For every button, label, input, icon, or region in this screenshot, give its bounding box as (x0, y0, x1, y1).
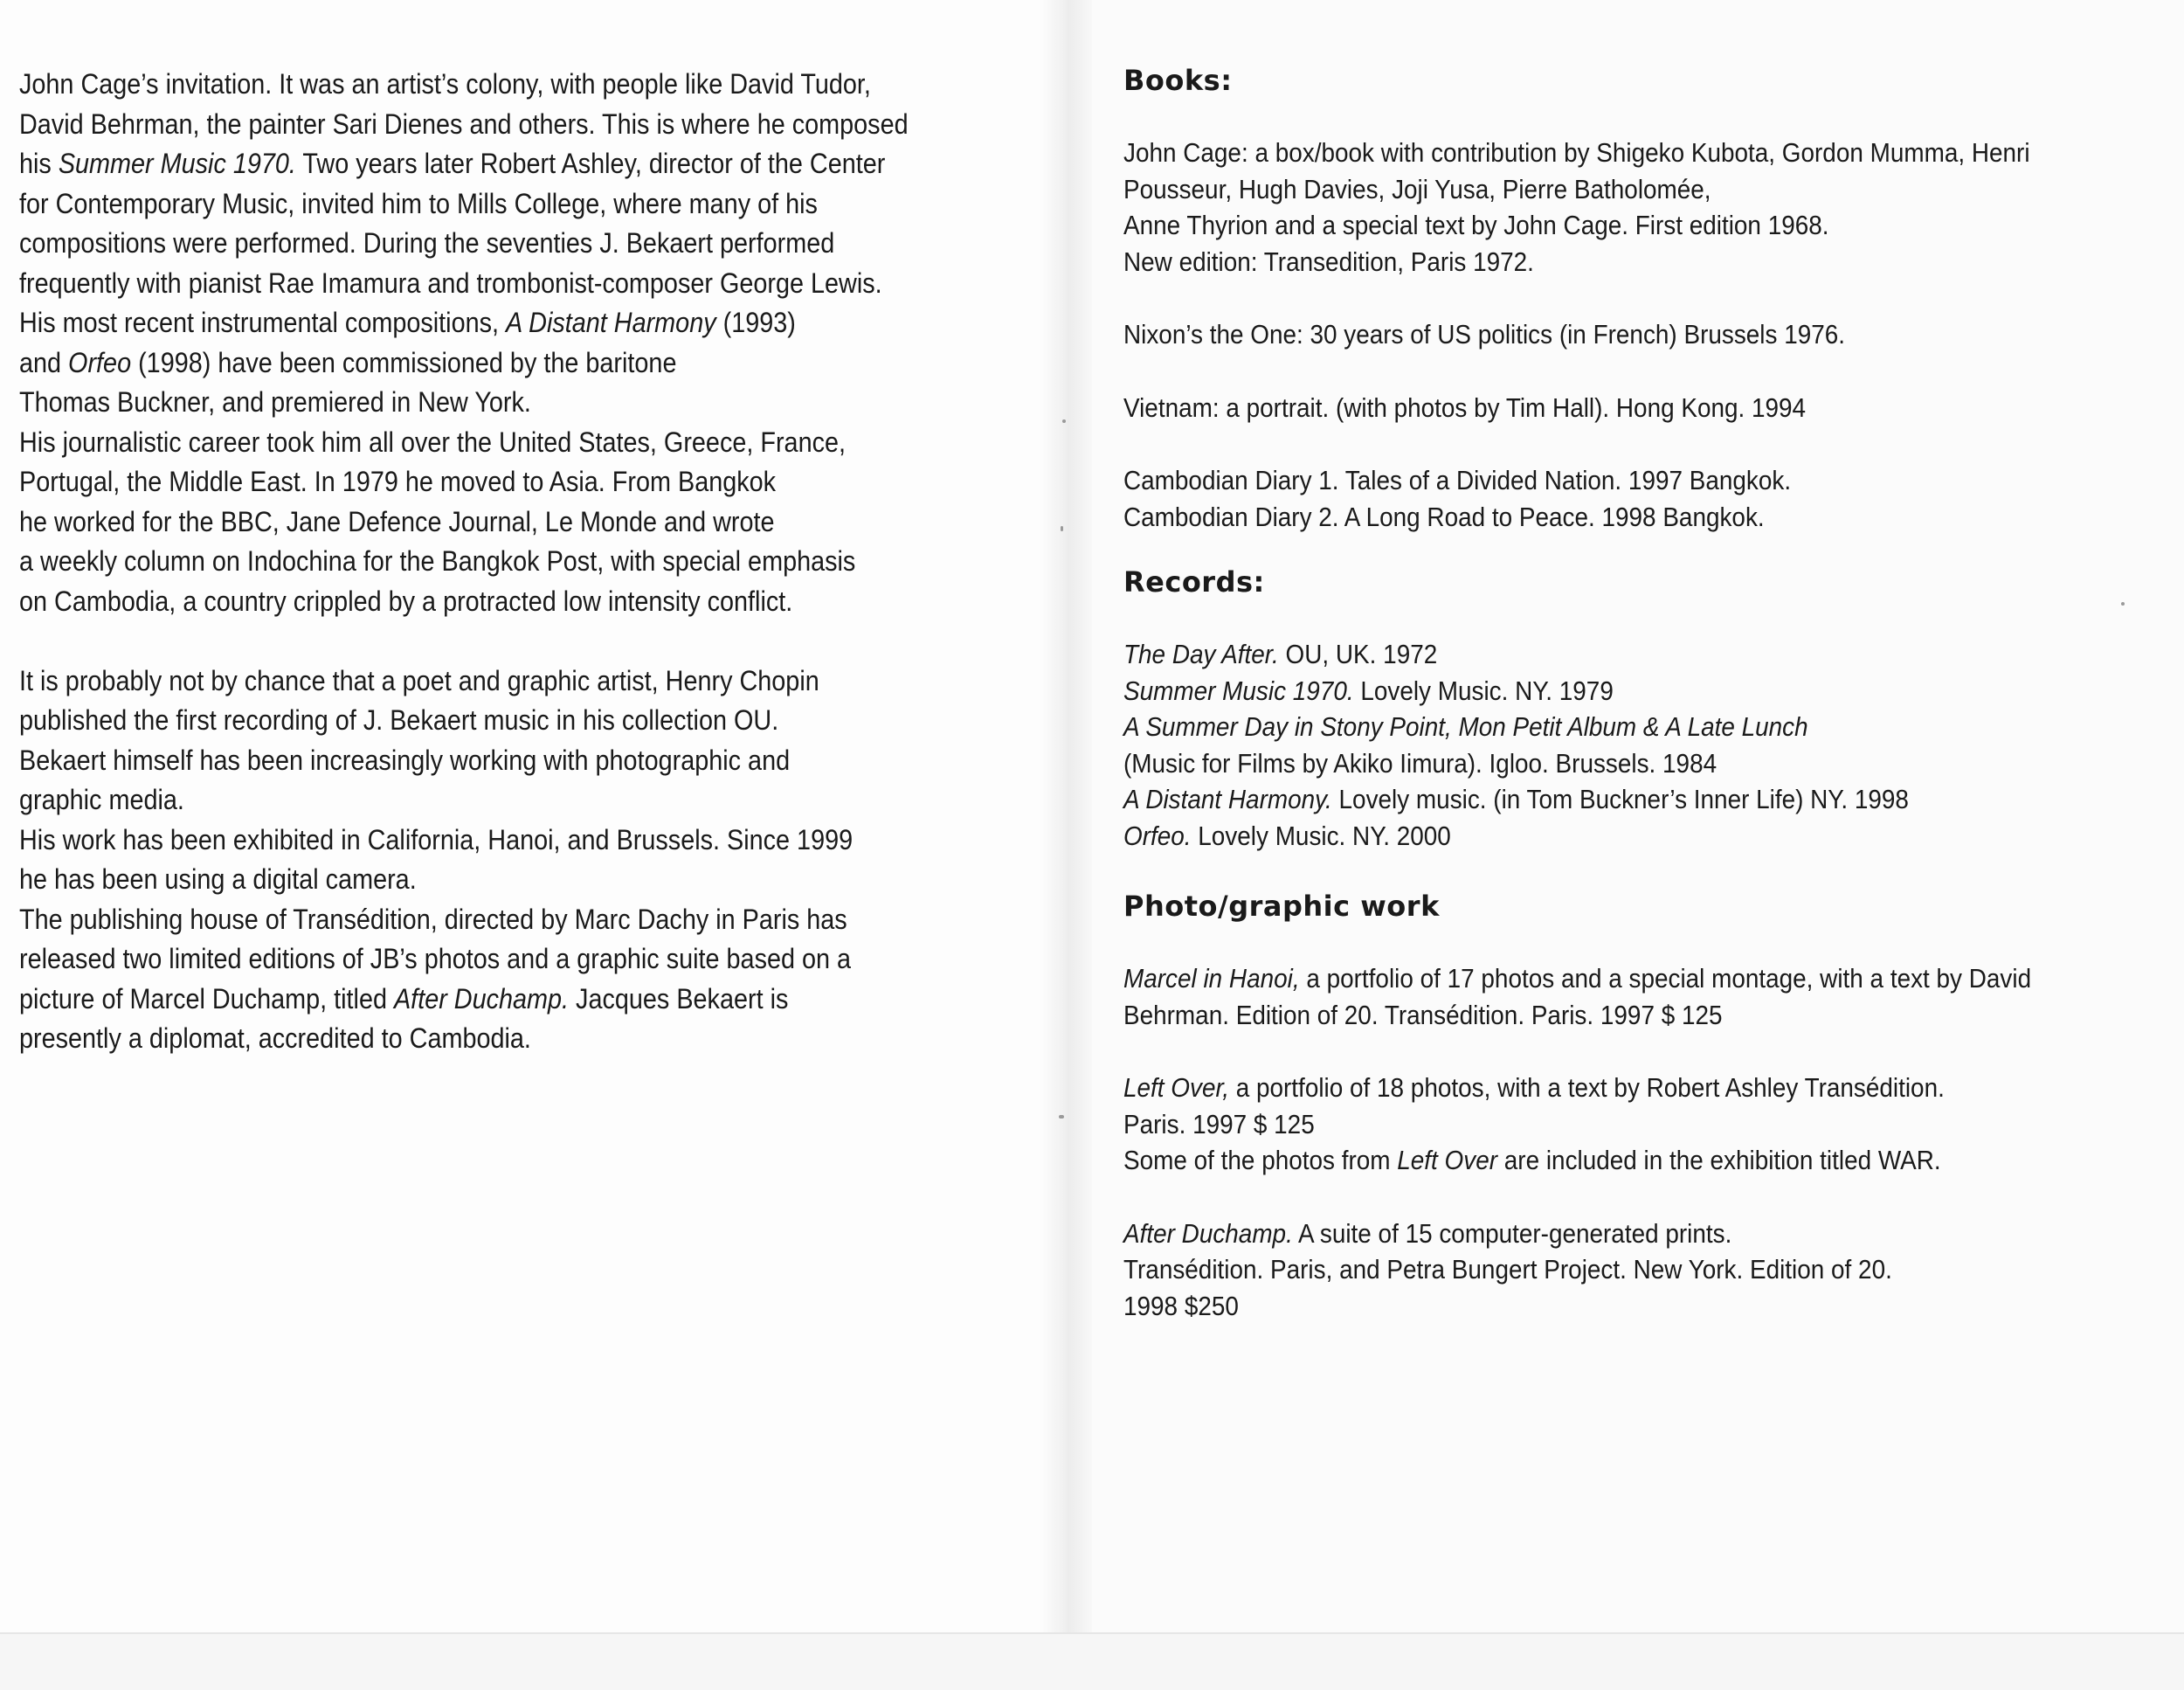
entry-line: Paris. 1997 $ 125 (1123, 1108, 1315, 1139)
text-line: for Contemporary Music, invited him to Mills College, where many of his (19, 187, 818, 219)
text-line: Thomas Buckner, and premiered in New York. (19, 386, 531, 418)
italic-title: Left Over, (1123, 1072, 1229, 1103)
italic-title: The Day After. (1123, 639, 1279, 669)
text-line: on Cambodia, a country crippled by a protracted low intensity conflict. (19, 585, 793, 617)
text-line: he worked for the BBC, Jane Defence Journal, Le Monde and wrote (19, 505, 775, 537)
text-line: published the first recording of J. Bekaert music in his collection OU. (19, 704, 779, 736)
entry-line: Summer Music 1970. Lovely Music. NY. 1979 (1123, 675, 1614, 706)
bibliography-section (1123, 61, 2163, 535)
scan-speck (1059, 1115, 1064, 1119)
bibliography-entry (1123, 1216, 2163, 1325)
bibliography (1123, 61, 2163, 1324)
entry-line: Nixon’s the One: 30 years of US politics (in French) Brussels 1976. (1123, 319, 1846, 350)
text-line: John Cage’s invitation. It was an artist’s colony, with people like David Tudor, (19, 68, 871, 100)
entry-line: The Day After. OU, UK. 1972 (1123, 639, 1438, 669)
bibliography-entry (1123, 135, 2163, 280)
italic-title: Left Over (1397, 1145, 1498, 1175)
text-line: His work has been exhibited in California, Hanoi, and Brussels. Since 1999 (19, 823, 854, 855)
bibliography-section (1123, 887, 2163, 1324)
biography-paragraph-1 (19, 65, 1041, 621)
entry-line: Anne Thyrion and a special text by John Cage. First edition 1968. (1123, 210, 1829, 240)
text-line: compositions were performed. During the seventies J. Bekaert performed (19, 227, 835, 259)
bibliography-entry (1123, 636, 2163, 854)
entry-line: Some of the photos from Left Over are included in the exhibition titled WAR. (1123, 1145, 1941, 1175)
bibliography-entry (1123, 462, 2163, 535)
bibliography-entry (1123, 960, 2163, 1033)
scan-speck (1062, 419, 1066, 423)
text-line: David Behrman, the painter Sari Dienes and others. This is where he composed (19, 107, 909, 140)
text-line: presently a diplomat, accredited to Cambodia. (19, 1022, 531, 1054)
italic-title: After Duchamp. (1123, 1217, 1293, 1249)
text-line: picture of Marcel Duchamp, titled After Duchamp. Jacques Bekaert is (19, 982, 789, 1015)
text-line: Portugal, the Middle East. In 1979 he moved to Asia. From Bangkok (19, 466, 777, 497)
text-line: a weekly column on Indochina for the Bangkok Post, with special emphasis (19, 545, 856, 577)
entry-line: 1998 $250 (1123, 1290, 1239, 1321)
entry-line: Pousseur, Hugh Davies, Joji Yusa, Pierre Batholomée, (1123, 173, 1711, 204)
text-line: his Summer Music 1970. Two years later Robert Ashley, director of the Center (19, 148, 886, 179)
text-line: It is probably not by chance that a poet and graphic artist, Henry Chopin (19, 664, 819, 696)
entry-line: Cambodian Diary 1. Tales of a Divided Nation. 1997 Bangkok. (1123, 465, 1792, 495)
entry-line: Cambodian Diary 2. A Long Road to Peace. 1998 Bangkok. (1123, 501, 1765, 532)
entry-line: Left Over, a portfolio of 18 photos, with a text by Robert Ashley Transédition. (1123, 1072, 1945, 1103)
text-line: frequently with pianist Rae Imamura and trombonist-composer George Lewis. (19, 267, 882, 299)
italic-title: Orfeo. (1123, 820, 1192, 851)
text-line: and Orfeo (1998) have been commissioned by the baritone (19, 346, 677, 378)
section-heading: Books: (1123, 64, 1233, 97)
text-line: Bekaert himself has been increasingly working with photographic and (19, 744, 791, 776)
text-line: he has been using a digital camera. (19, 863, 417, 895)
entry-line: (Music for Films by Akiko Iimura). Igloo. Brussels. 1984 (1123, 747, 1717, 779)
paragraph-spacer (19, 621, 1041, 661)
scan-speck (1061, 526, 1063, 531)
scan-bottom-edge (0, 1632, 2184, 1690)
bibliography-entry (1123, 390, 2163, 426)
italic-title: Orfeo (68, 346, 132, 378)
entry-line: Marcel in Hanoi, a portfolio of 17 photos and a special montage, with a text by David (1123, 963, 2032, 994)
entry-line: Behrman. Edition of 20. Transédition. Paris. 1997 $ 125 (1123, 999, 1723, 1030)
italic-title: A Summer Day in Stony Point, Mon Petit Album & A Late Lunch (1123, 711, 1808, 742)
entry-line: Vietnam: a portrait. (with photos by Tim Hall). Hong Kong. 1994 (1123, 391, 1807, 423)
text-line: The publishing house of Transédition, directed by Marc Dachy in Paris has (19, 903, 847, 935)
italic-title: After Duchamp. (393, 982, 570, 1015)
italic-title: A Distant Harmony (506, 307, 716, 338)
text-line: His journalistic career took him all over the United States, Greece, France, (19, 426, 846, 458)
entry-line: Orfeo. Lovely Music. NY. 2000 (1123, 820, 1451, 851)
text-line: His most recent instrumental compositions, A Distant Harmony (1993) (19, 307, 796, 338)
entry-line: Transédition. Paris, and Petra Bungert Project. New York. Edition of 20. (1123, 1254, 1892, 1285)
entry-line (1123, 709, 2059, 745)
entry-line: New edition: Transedition, Paris 1972. (1123, 246, 1534, 277)
entry-line: After Duchamp. A suite of 15 computer-generated prints. (1123, 1217, 1732, 1249)
text-line: released two limited editions of JB’s photos and a graphic suite based on a (19, 943, 852, 974)
bibliography-section (1123, 563, 2163, 854)
page-gutter (1040, 0, 1092, 1632)
italic-title: Summer Music 1970. (58, 148, 296, 179)
entry-line: John Cage: a box/book with contribution by Shigeko Kubota, Gordon Mumma, Henri (1123, 137, 2030, 168)
bibliography-entry (1123, 1070, 2163, 1179)
section-heading: Records: (1123, 565, 1265, 599)
italic-title: A Distant Harmony. (1123, 784, 1332, 814)
italic-title: Summer Music 1970. (1123, 675, 1354, 706)
italic-title: Marcel in Hanoi, (1123, 963, 1300, 994)
text-line: graphic media. (19, 784, 184, 815)
biography-text (19, 65, 1041, 1059)
entry-line: A Distant Harmony. Lovely music. (in Tom Buckner’s Inner Life) NY. 1998 (1123, 784, 1909, 814)
biography-paragraph-2 (19, 661, 1041, 1059)
section-heading: Photo/graphic work (1123, 890, 1440, 923)
bibliography-entry (1123, 316, 2163, 353)
